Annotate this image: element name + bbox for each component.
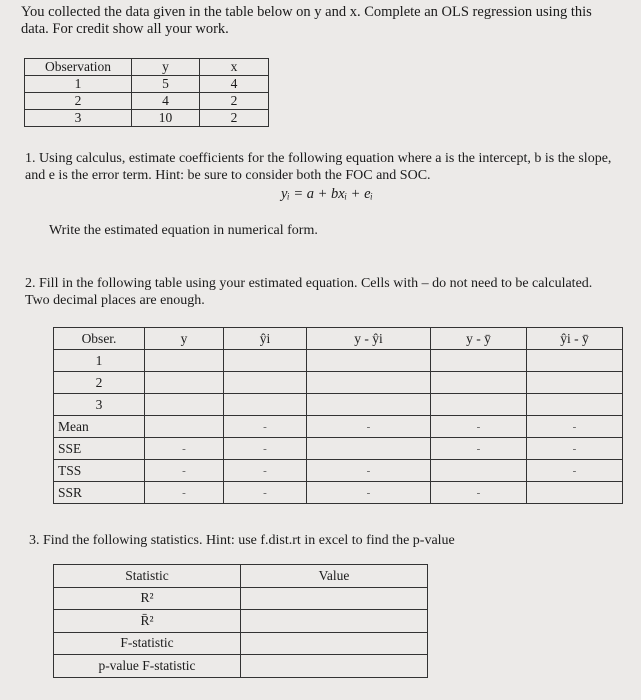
blank-cell [431,460,527,482]
question-2-text: 2. Fill in the following table using your estimated equation. Cells with – do not need to be calculated. Two decimal places are enough. [25,276,593,308]
table-row [25,76,269,93]
data-table [24,58,269,127]
cell-observation: 3 [25,110,132,127]
table-row [54,372,623,394]
stat-label-ssr: SSR [54,482,145,504]
stat-f-statistic: F-statistic [54,632,241,655]
header-y: y [132,59,200,76]
dash-cell: - [145,438,224,460]
dash-cell: - [431,482,527,504]
dash-cell: - [527,416,623,438]
dash-cell: - [307,482,431,504]
blank-cell [431,372,527,394]
regression-equation: yᵢ = a + bxᵢ + eᵢ [281,186,373,202]
dash-cell: - [307,416,431,438]
header-x: x [200,59,269,76]
cell-x: 4 [200,76,269,93]
table-row [54,610,428,633]
header-y-hat: ŷi [224,328,307,350]
stat-label-sse: SSE [54,438,145,460]
blank-cell [145,416,224,438]
table-row [25,110,269,127]
obs-label: 2 [54,372,145,394]
dash-cell: - [145,482,224,504]
blank-cell [307,394,431,416]
question-3-text: 3. Find the following statistics. Hint: use f.dist.rt in excel to find the p-value [29,533,455,548]
dash-cell: - [224,482,307,504]
blank-cell [145,372,224,394]
dash-cell: - [431,416,527,438]
blank-cell [145,350,224,372]
table-row [54,587,428,610]
dash-cell: - [527,438,623,460]
cell-y: 10 [132,110,200,127]
blank-cell [224,372,307,394]
stat-label-mean: Mean [54,416,145,438]
blank-cell [241,587,428,610]
blank-cell [527,482,623,504]
header-statistic: Statistic [54,565,241,588]
intro-text: You collected the data given in the table below on y and x. Complete an OLS regression using this data. For credit show all your work. [21,4,592,37]
stats-table-header [54,565,428,588]
blank-cell [527,372,623,394]
fill-table-header [54,328,623,350]
header-y-minus-mean: y - ȳ [431,328,527,350]
blank-cell [527,350,623,372]
blank-cell [431,350,527,372]
dash-cell: - [431,438,527,460]
cell-observation: 1 [25,76,132,93]
dash-cell: - [145,460,224,482]
cell-y: 4 [132,93,200,110]
blank-cell [307,372,431,394]
stats-table [53,564,428,678]
table-row [54,394,623,416]
header-value: Value [241,565,428,588]
cell-y: 5 [132,76,200,93]
fill-table [53,327,623,504]
blank-cell [224,350,307,372]
blank-cell [241,655,428,678]
header-y: y [145,328,224,350]
table-row [54,438,623,460]
question-1-text: 1. Using calculus, estimate coefficients for the following equation where a is the intercept, b is the slope, and e is the error term. Hint: be sure to consider both the FOC and SOC. [25,151,612,183]
dash-cell: - [224,460,307,482]
table-row [54,416,623,438]
table-row [54,460,623,482]
dash-cell: - [224,438,307,460]
table-row [25,93,269,110]
obs-label: 1 [54,350,145,372]
header-residual: y - ŷi [307,328,431,350]
data-table-header [25,59,269,76]
header-observation: Observation [25,59,132,76]
blank-cell [241,632,428,655]
blank-cell [307,438,431,460]
blank-cell [307,350,431,372]
blank-cell [241,610,428,633]
stat-adjusted-r-squared: R̄² [54,610,241,633]
table-row [54,655,428,678]
blank-cell [224,394,307,416]
cell-x: 2 [200,110,269,127]
blank-cell [527,394,623,416]
table-row [54,632,428,655]
blank-cell [145,394,224,416]
stat-p-value: p-value F-statistic [54,655,241,678]
cell-x: 2 [200,93,269,110]
dash-cell: - [224,416,307,438]
cell-observation: 2 [25,93,132,110]
question-1-instruction: Write the estimated equation in numerical form. [49,223,318,238]
stat-label-tss: TSS [54,460,145,482]
header-yhat-minus-mean: ŷi - ȳ [527,328,623,350]
obs-label: 3 [54,394,145,416]
table-row [54,350,623,372]
dash-cell: - [307,460,431,482]
dash-cell: - [527,460,623,482]
header-obser: Obser. [54,328,145,350]
table-row [54,482,623,504]
stat-r-squared: R² [54,587,241,610]
blank-cell [431,394,527,416]
